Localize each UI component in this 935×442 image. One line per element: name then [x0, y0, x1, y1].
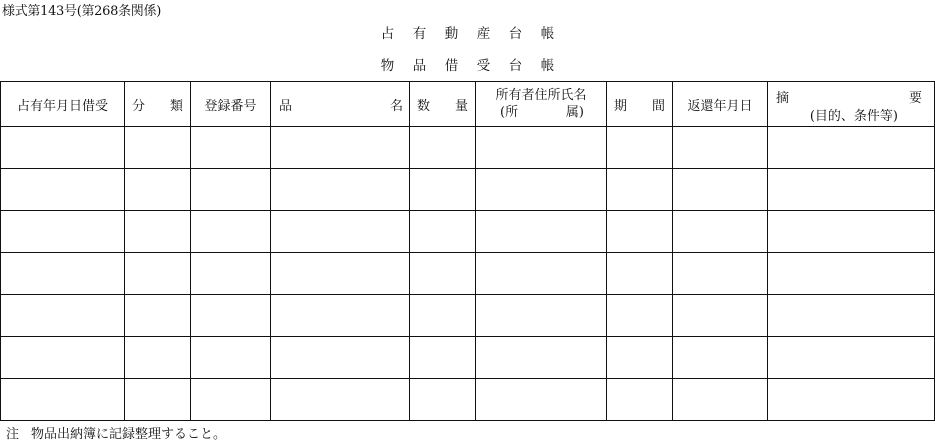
cell-period[interactable]: [607, 211, 673, 253]
cell-owner[interactable]: [476, 295, 607, 337]
footnote-mark: 注: [6, 427, 20, 442]
cell-registration-number[interactable]: [191, 253, 271, 295]
header-row: [1, 82, 935, 127]
cell-quantity[interactable]: [410, 379, 476, 421]
cell-registration-number[interactable]: [191, 337, 271, 379]
header-label: 属): [565, 105, 584, 120]
cell-classification[interactable]: [125, 169, 191, 211]
header-quantity: [410, 82, 476, 127]
cell-remarks[interactable]: [768, 211, 935, 253]
cell-registration-number[interactable]: [191, 295, 271, 337]
cell-date-borrowed[interactable]: [1, 127, 125, 169]
header-owner: [476, 82, 607, 127]
cell-item-name[interactable]: [271, 211, 410, 253]
header-label: (所: [500, 105, 519, 120]
header-label: 量: [454, 98, 468, 114]
cell-date-borrowed[interactable]: [1, 295, 125, 337]
title-char: 品: [412, 58, 427, 74]
cell-item-name[interactable]: [271, 127, 410, 169]
header-label: 登録番号: [204, 98, 257, 114]
table-row: [1, 169, 935, 211]
header-label: 分: [132, 98, 146, 114]
cell-registration-number[interactable]: [191, 169, 271, 211]
cell-quantity[interactable]: [410, 295, 476, 337]
cell-owner[interactable]: [476, 253, 607, 295]
cell-date-borrowed[interactable]: [1, 211, 125, 253]
cell-date-borrowed[interactable]: [1, 337, 125, 379]
table-row: [1, 337, 935, 379]
cell-quantity[interactable]: [410, 253, 476, 295]
cell-remarks[interactable]: [768, 253, 935, 295]
header-label: 間: [651, 98, 665, 114]
cell-return-date[interactable]: [673, 295, 768, 337]
cell-date-borrowed[interactable]: [1, 379, 125, 421]
cell-remarks[interactable]: [768, 295, 935, 337]
header-period: [607, 82, 673, 127]
header-label: (目的、条件等): [809, 109, 898, 124]
cell-remarks[interactable]: [768, 169, 935, 211]
footnote-text: 物品出納簿に記録整理すること。: [31, 427, 227, 442]
cell-quantity[interactable]: [410, 211, 476, 253]
table-row: [1, 127, 935, 169]
cell-remarks[interactable]: [768, 337, 935, 379]
header-classification: [125, 82, 191, 127]
title-char: 受: [476, 58, 491, 74]
title-occupied-movables-ledger: [0, 22, 935, 42]
cell-period[interactable]: [607, 169, 673, 211]
header-remarks: [768, 82, 935, 127]
title-char: 台: [508, 26, 523, 42]
header-label: 名: [389, 98, 403, 114]
title-char: 産: [476, 26, 491, 42]
cell-classification[interactable]: [125, 253, 191, 295]
cell-period[interactable]: [607, 379, 673, 421]
cell-period[interactable]: [607, 127, 673, 169]
cell-item-name[interactable]: [271, 169, 410, 211]
cell-classification[interactable]: [125, 211, 191, 253]
ledger-table: [0, 81, 935, 421]
header-date-borrowed: [1, 82, 125, 127]
header-return-date: [673, 82, 768, 127]
cell-item-name[interactable]: [271, 253, 410, 295]
header-registration-number: [191, 82, 271, 127]
cell-period[interactable]: [607, 337, 673, 379]
ledger-body: [1, 127, 935, 421]
table-row: [1, 295, 935, 337]
header-label: 期: [614, 98, 628, 114]
title-char: 占: [380, 26, 395, 42]
cell-date-borrowed[interactable]: [1, 253, 125, 295]
cell-quantity[interactable]: [410, 127, 476, 169]
title-char: 動: [444, 26, 459, 42]
cell-registration-number[interactable]: [191, 379, 271, 421]
table-row: [1, 253, 935, 295]
cell-classification[interactable]: [125, 295, 191, 337]
cell-return-date[interactable]: [673, 169, 768, 211]
header-label: 類: [169, 98, 183, 114]
title-char: 帳: [540, 58, 555, 74]
header-label: 品: [279, 98, 293, 114]
cell-quantity[interactable]: [410, 169, 476, 211]
header-label: 占有年月日借受: [16, 98, 108, 114]
cell-date-borrowed[interactable]: [1, 169, 125, 211]
cell-return-date[interactable]: [673, 211, 768, 253]
title-char: 有: [412, 26, 427, 42]
cell-item-name[interactable]: [271, 337, 410, 379]
form-number-label: 様式第143号(第268条関係): [2, 4, 161, 19]
title-char: 台: [508, 58, 523, 74]
cell-quantity[interactable]: [410, 337, 476, 379]
cell-period[interactable]: [607, 253, 673, 295]
header-label: 数: [417, 98, 431, 114]
title-borrowed-goods-ledger: [0, 54, 935, 74]
cell-owner[interactable]: [476, 169, 607, 211]
cell-owner[interactable]: [476, 379, 607, 421]
cell-registration-number[interactable]: [191, 211, 271, 253]
cell-classification[interactable]: [125, 337, 191, 379]
header-label: 摘: [776, 91, 790, 106]
cell-owner[interactable]: [476, 211, 607, 253]
cell-return-date[interactable]: [673, 127, 768, 169]
cell-return-date[interactable]: [673, 253, 768, 295]
header-label: 所有者住所氏名: [495, 88, 587, 103]
footnote: [6, 423, 226, 442]
cell-classification[interactable]: [125, 127, 191, 169]
cell-classification[interactable]: [125, 379, 191, 421]
cell-period[interactable]: [607, 295, 673, 337]
cell-owner[interactable]: [476, 127, 607, 169]
cell-item-name[interactable]: [271, 295, 410, 337]
cell-return-date[interactable]: [673, 337, 768, 379]
title-char: 物: [380, 58, 395, 74]
title-char: 帳: [540, 26, 555, 42]
header-item-name: [271, 82, 410, 127]
cell-remarks[interactable]: [768, 379, 935, 421]
cell-item-name[interactable]: [271, 379, 410, 421]
cell-remarks[interactable]: [768, 127, 935, 169]
table-row: [1, 379, 935, 421]
cell-return-date[interactable]: [673, 379, 768, 421]
cell-owner[interactable]: [476, 337, 607, 379]
header-label: 要: [908, 91, 922, 106]
header-label: 返還年月日: [687, 98, 753, 114]
table-row: [1, 211, 935, 253]
cell-registration-number[interactable]: [191, 127, 271, 169]
title-char: 借: [444, 58, 459, 74]
